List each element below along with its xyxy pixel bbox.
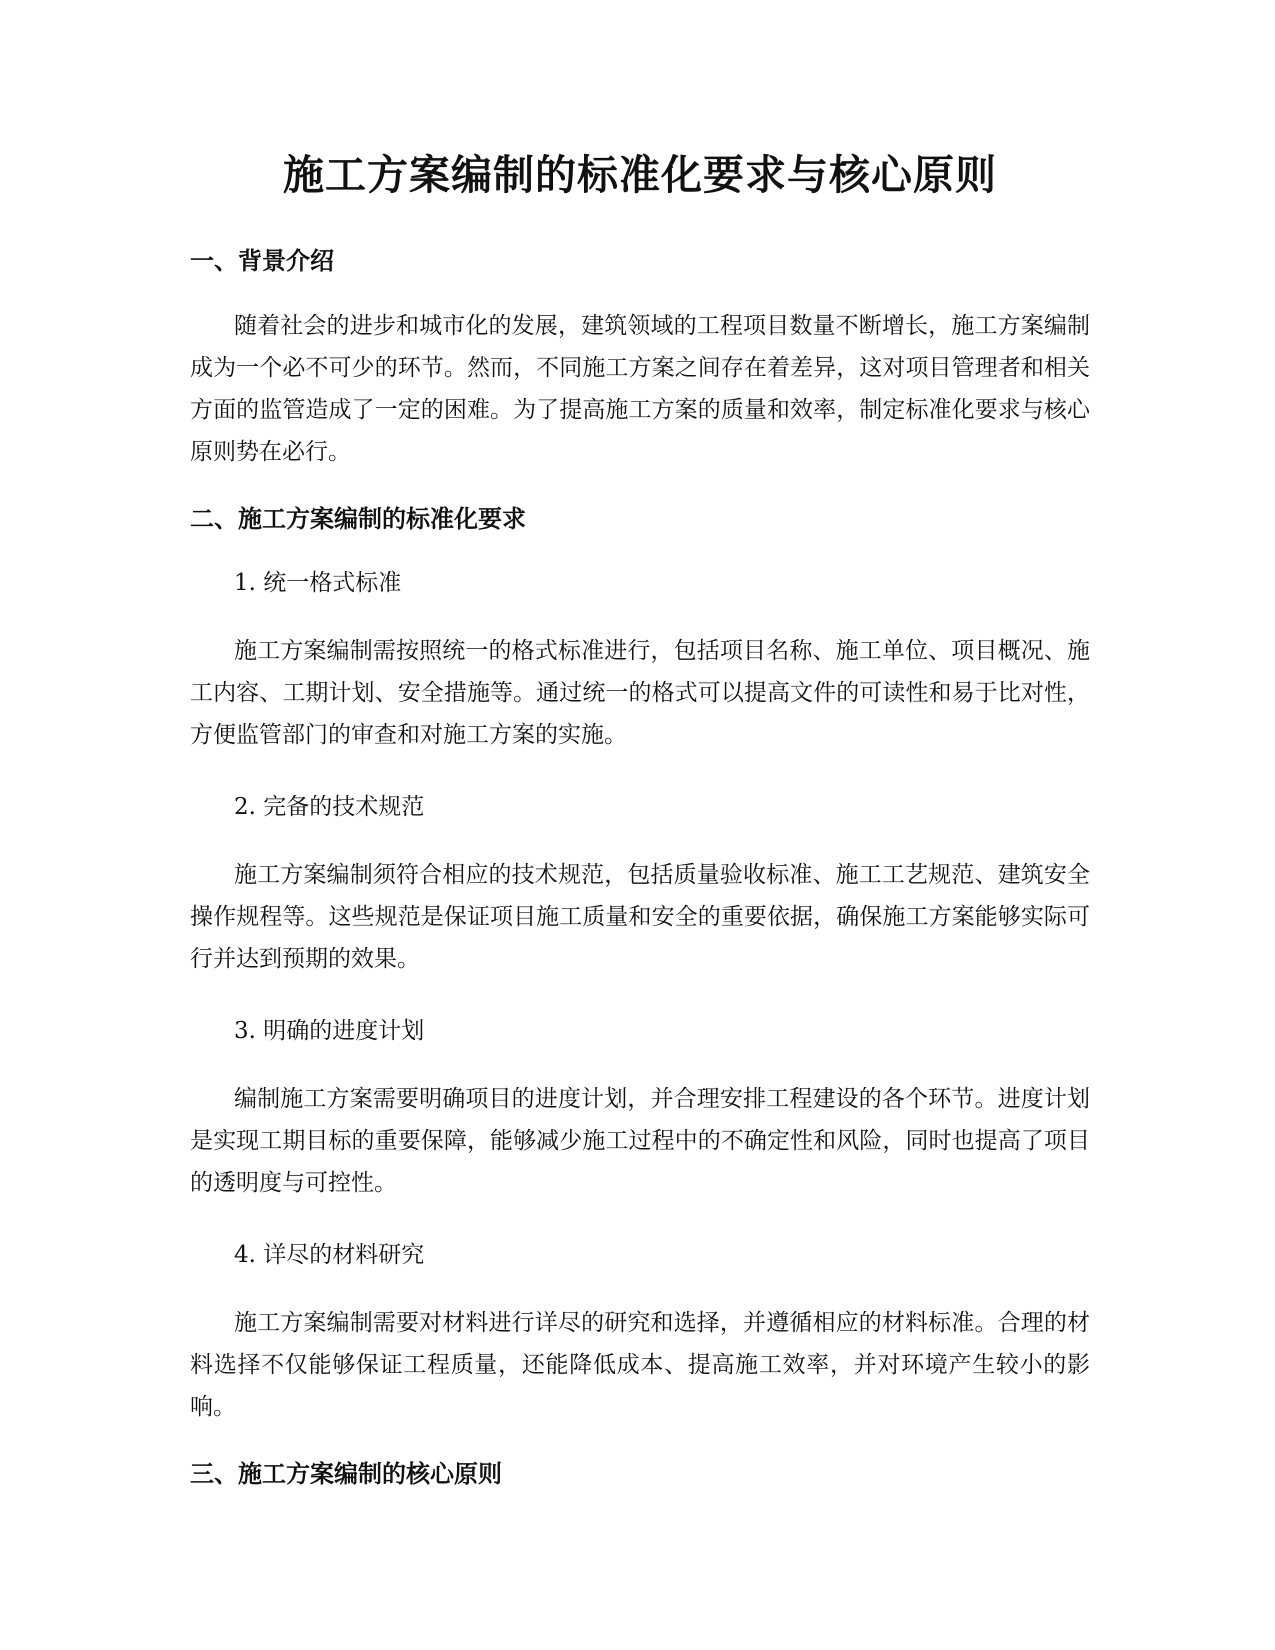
subheading-schedule: 3. 明确的进度计划 bbox=[234, 1018, 425, 1045]
paragraph-technical-specs: 施工方案编制须符合相应的技术规范，包括质量验收标准、施工工艺规范、建筑安全操作规程等。这些规范是保证项目施工质量和安全的重要依据，确保施工方案能够实际可行并达到预期的效果。 bbox=[190, 862, 1090, 973]
background-paragraph: 随着社会的进步和城市化的发展，建筑领域的工程项目数量不断增长，施工方案编制成为一个必不可少的环节。然而，不同施工方案之间存在着差异，这对项目管理者和相关方面的监管造成了一定的困难。为了提高施工方案的质量和效率，制定标准化要求与核心原则势在必行。 bbox=[190, 312, 1090, 465]
section-heading-background: 一、背景介绍 bbox=[190, 247, 334, 276]
subheading-materials: 4. 详尽的材料研究 bbox=[234, 1242, 425, 1269]
section-heading-core-principles: 三、施工方案编制的核心原则 bbox=[190, 1460, 502, 1489]
paragraph-unified-format: 施工方案编制需按照统一的格式标准进行，包括项目名称、施工单位、项目概况、施工内容、工期计划、安全措施等。通过统一的格式可以提高文件的可读性和易于比对性，方便监管部门的审查和对施工方案的实施。 bbox=[190, 638, 1090, 749]
paragraph-schedule: 编制施工方案需要明确项目的进度计划，并合理安排工程建设的各个环节。进度计划是实现工期目标的重要保障，能够减少施工过程中的不确定性和风险，同时也提高了项目的透明度与可控性。 bbox=[190, 1086, 1090, 1197]
paragraph-materials: 施工方案编制需要对材料进行详尽的研究和选择，并遵循相应的材料标准。合理的材料选择不仅能够保证工程质量，还能降低成本、提高施工效率，并对环境产生较小的影响。 bbox=[190, 1310, 1090, 1421]
subheading-unified-format: 1. 统一格式标准 bbox=[234, 570, 402, 597]
document-content bbox=[190, 150, 1090, 1518]
section-heading-standardization: 二、施工方案编制的标准化要求 bbox=[190, 504, 526, 533]
document-title: 施工方案编制的标准化要求与核心原则 bbox=[283, 151, 997, 199]
subheading-technical-specs: 2. 完备的技术规范 bbox=[234, 794, 425, 821]
